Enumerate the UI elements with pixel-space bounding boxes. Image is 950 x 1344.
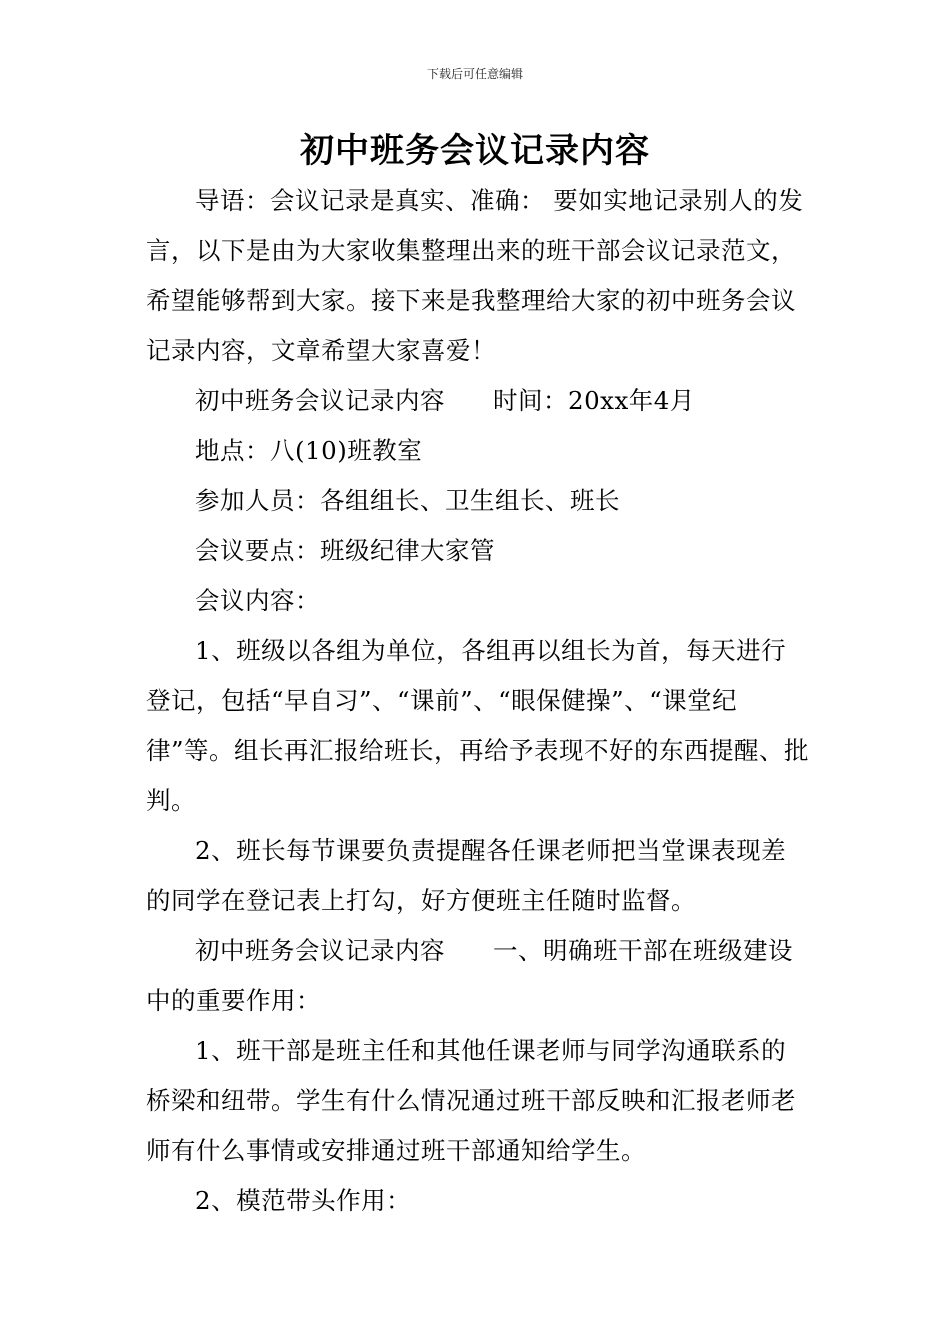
role-item-1: 1、班干部是班主任和其他任课老师与同学沟通联系的桥梁和纽带。学生有什么情况通过班干部反映和汇报老师老师有什么事情或安排通过班干部通知给学生。: [146, 1036, 796, 1165]
document-body: [146, 176, 810, 1226]
content-item-1: 1、班级以各组为单位，各组再以组长为首，每天进行登记，包括“早自习”、“课前”、“眼保健操”、“课堂纪律”等。组长再汇报给班长，再给予表现不好的东西提醒、批判。: [146, 636, 810, 815]
content-label: 会议内容：: [195, 586, 320, 615]
intro-paragraph: 导语：会议记录是真实、准确： 要如实地记录别人的发言，以下是由为大家收集整理出来的班干部会议记录范文，希望能够帮到大家。接下来是我整理给大家的初中班务会议记录内容，文章希望大家喜爱！: [146, 186, 804, 365]
key-points-line: 会议要点：班级纪律大家管: [195, 536, 495, 565]
section-heading: 一、明确班干部在班级建设中的重要作用：: [146, 936, 793, 1015]
location-line: 地点：八(10)班教室: [195, 436, 423, 465]
document-title: 初中班务会议记录内容: [300, 131, 650, 171]
meta-time: 时间：20xx年4月: [493, 386, 695, 415]
role-item-2: 2、模范带头作用：: [195, 1186, 412, 1215]
content-item-2: 2、班长每节课要负责提醒各任课老师把当堂课表现差的同学在登记表上打勾，好方便班主任随时监督。: [146, 836, 787, 915]
section-line: [146, 926, 810, 1026]
meta-line: [146, 376, 810, 426]
section-title: 初中班务会议记录内容: [195, 936, 445, 965]
meta-title: 初中班务会议记录内容: [195, 386, 445, 415]
page-header: 下载后可任意编辑: [426, 67, 523, 81]
attendees-line: 参加人员：各组组长、卫生组长、班长: [195, 486, 620, 515]
